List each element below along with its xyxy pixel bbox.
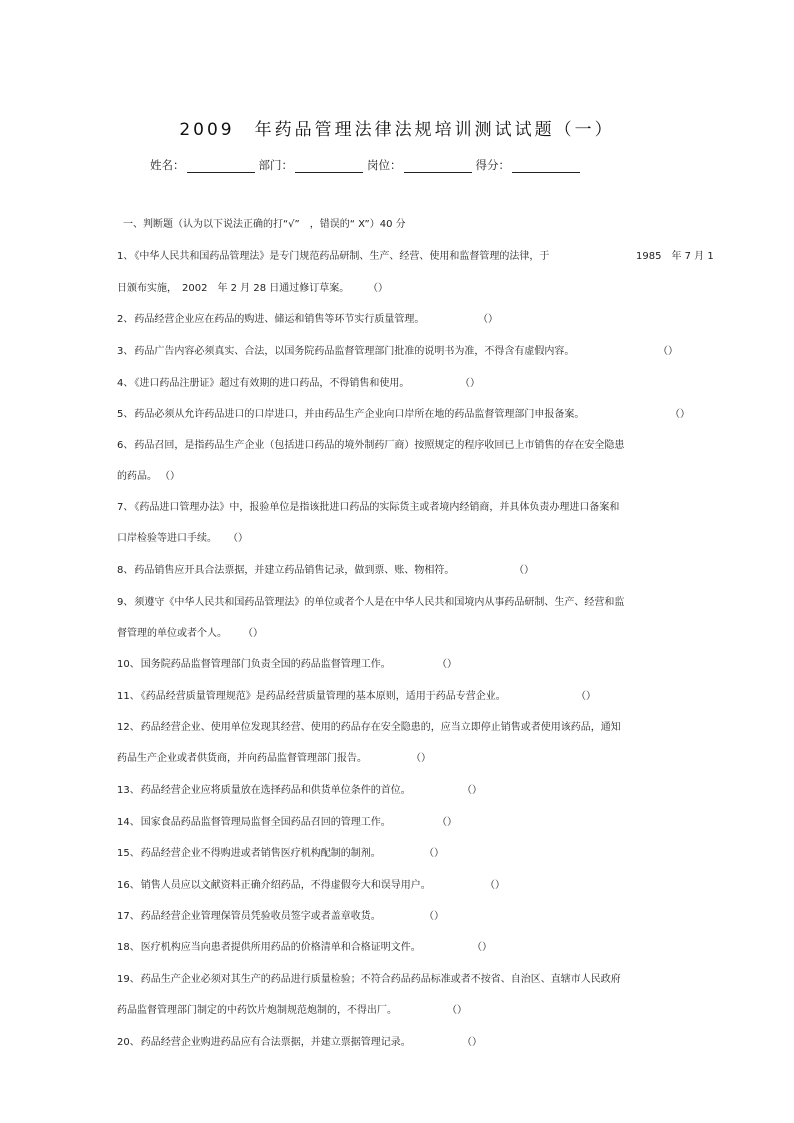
question-number: 10、 [117,659,140,670]
question-number: 5、 [117,409,134,420]
question-text: 药品必须从允许药品进口的口岸进口，并由药品生产企业向口岸所在地的药品监督管理部门申报备案。 [134,409,585,420]
question-text: 药品监督管理部门制定的中药饮片炮制规范炮制的，不得出厂。 [117,1005,397,1016]
answer-blank: （） [460,378,480,389]
question-text: 药品召回，是指药品生产企业（包括进口药品的境外制药厂商）按照规定的程序收回已上市销售的存在安全隐患 [134,440,625,451]
question-number: 1、 [117,251,134,262]
answer-blank: （） [243,628,263,639]
question-text: 国家食品药品监督管理局监督全国药品召回的管理工作。 [140,817,391,828]
answer-blank: （） [462,1037,482,1048]
question-line [117,655,391,670]
name-label: 姓名： [150,158,185,172]
info-row [150,157,584,173]
answer-blank: （） [485,880,505,891]
question-text: 药品生产企业必须对其生产的药品进行质量检验；不符合药品药品标准或者不按省、自治区、直辖市人民政府 [140,974,621,985]
question-text: 国务院药品监督管理部门负责全国的药品监督管理工作。 [140,659,391,670]
question-number: 11、 [117,691,140,702]
question-text: 《药品进口管理办法》中，报验单位是指该批进口药品的实际货主或者境内经销商，并具体负责办理进口备案和 [134,502,620,513]
question-number: 8、 [117,565,134,576]
question-number: 4、 [117,378,134,389]
question-text: 销售人员应以文献资料正确介绍药品，不得虚假夸大和误导用户。 [140,880,431,891]
answer-blank: （） [514,565,534,576]
answer-blank: （） [447,1005,467,1016]
question-text: 药品经营企业管理保管员凭验收员签字或者盖章收货。 [140,911,381,922]
question-line [117,374,409,389]
question-number: 13、 [117,785,140,796]
question-line [117,342,574,357]
section-heading: 一、判断题（认为以下说法正确的打“√” ，错误的“ X”）40 分 [123,219,406,230]
question-line [117,529,217,544]
question-line [117,1001,397,1016]
department-label: 部门： [258,158,293,172]
question-number: 17、 [117,911,140,922]
question-number: 19、 [117,974,140,985]
answer-blank: （） [437,817,457,828]
question-number: 16、 [117,880,140,891]
question-text: 《进口药品注册证》超过有效期的进口药品，不得销售和使用。 [134,378,410,389]
question-text: 药品生产企业或者供货商，并向药品监督管理部门报告。 [117,753,367,764]
question-text: 督管理的单位或者个人。 [117,628,227,639]
question-text: 日颁布实施， 2002 年 2 月 28 日通过修订草案。 [117,283,350,294]
answer-blank: （） [368,283,388,294]
question-line [117,970,621,985]
question-line [117,781,411,796]
question-text: 药品经营企业应在药品的购进、储运和销售等环节实行质量管理。 [134,314,425,325]
answer-blank: （） [670,409,690,420]
question-text: 《药品经营质量管理规范》是药品经营质量管理的基本原则，适用于药品专营企业。 [140,691,506,702]
question-line [117,938,421,953]
question-text: 药品广告内容必须真实、合法，以国务院药品监督管理部门批准的说明书为准，不得含有虚假内容。 [134,346,575,357]
score-blank [512,158,580,173]
question-line [117,813,391,828]
question-line [117,844,381,859]
question-line [117,247,549,262]
question-text: 须遵守《中华人民共和国药品管理法》的单位或者个人是在中华人民共和国境内从事药品研制、生产、经营和监 [134,597,625,608]
question-text: 药品经营企业、使用单位发现其经营、使用的药品存在安全隐患的，应当立即停止销售或者使用该药品，通知 [140,722,621,733]
question-number: 15、 [117,848,140,859]
answer-blank: （） [228,533,248,544]
answer-blank: （） [462,785,482,796]
position-label: 岗位： [367,158,402,172]
question-number: 3、 [117,346,134,357]
question-text: 药品经营企业购进药品应有合法票据，并建立票据管理记录。 [140,1037,411,1048]
question-text: 药品经营企业不得购进或者销售医疗机构配制的制剂。 [140,848,381,859]
department-blank [295,158,363,173]
question-text: 医疗机构应当向患者提供所用药品的价格清单和合格证明文件。 [140,942,421,953]
name-blank [187,158,255,173]
question-text: 口岸检验等进口手续。 [117,533,217,544]
score-label: 得分： [475,158,510,172]
answer-blank: （） [478,314,498,325]
answer-blank: （） [437,659,457,670]
question-line [117,624,227,639]
question-text: 药品经营企业应将质量放在选择药品和供货单位条件的首位。 [140,785,411,796]
question-line [117,498,619,513]
question-text: 药品销售应开具合法票据，并建立药品销售记录，做到票、账、物相符。 [134,565,455,576]
question-text: 《中华人民共和国药品管理法》是专门规范药品研制、生产、经营、使用和监督管理的法律，于 [134,251,550,262]
question-line [117,436,624,451]
question-number: 12、 [117,722,140,733]
question-line [117,749,367,764]
question-number: 6、 [117,440,134,451]
answer-blank: （） [576,691,596,702]
question-number: 18、 [117,942,140,953]
question-line [117,687,506,702]
position-blank [404,158,472,173]
answer-blank: （） [160,471,180,482]
question-line [117,310,424,325]
question-number: 9、 [117,597,134,608]
question-line [117,467,157,482]
question-line [117,279,349,294]
question-line [117,561,454,576]
question-line [117,876,431,891]
question-text: 的药品。 [117,471,157,482]
question-number: 7、 [117,502,134,513]
question-line [117,1033,411,1048]
question-number: 20、 [117,1037,140,1048]
answer-blank: （） [424,848,444,859]
question-line [117,718,621,733]
question-number: 2、 [117,314,134,325]
question-date-tail: 1985 年 7 月 1 [636,251,714,262]
answer-blank: （） [424,911,444,922]
question-line [117,907,381,922]
answer-blank: （） [472,942,492,953]
answer-blank: （） [658,346,678,357]
question-number: 14、 [117,817,140,828]
question-line [117,405,584,420]
page-title: 2009 年药品管理法律法规培训测试试题（一） [179,120,615,140]
question-line [117,593,624,608]
answer-blank: （） [411,753,431,764]
